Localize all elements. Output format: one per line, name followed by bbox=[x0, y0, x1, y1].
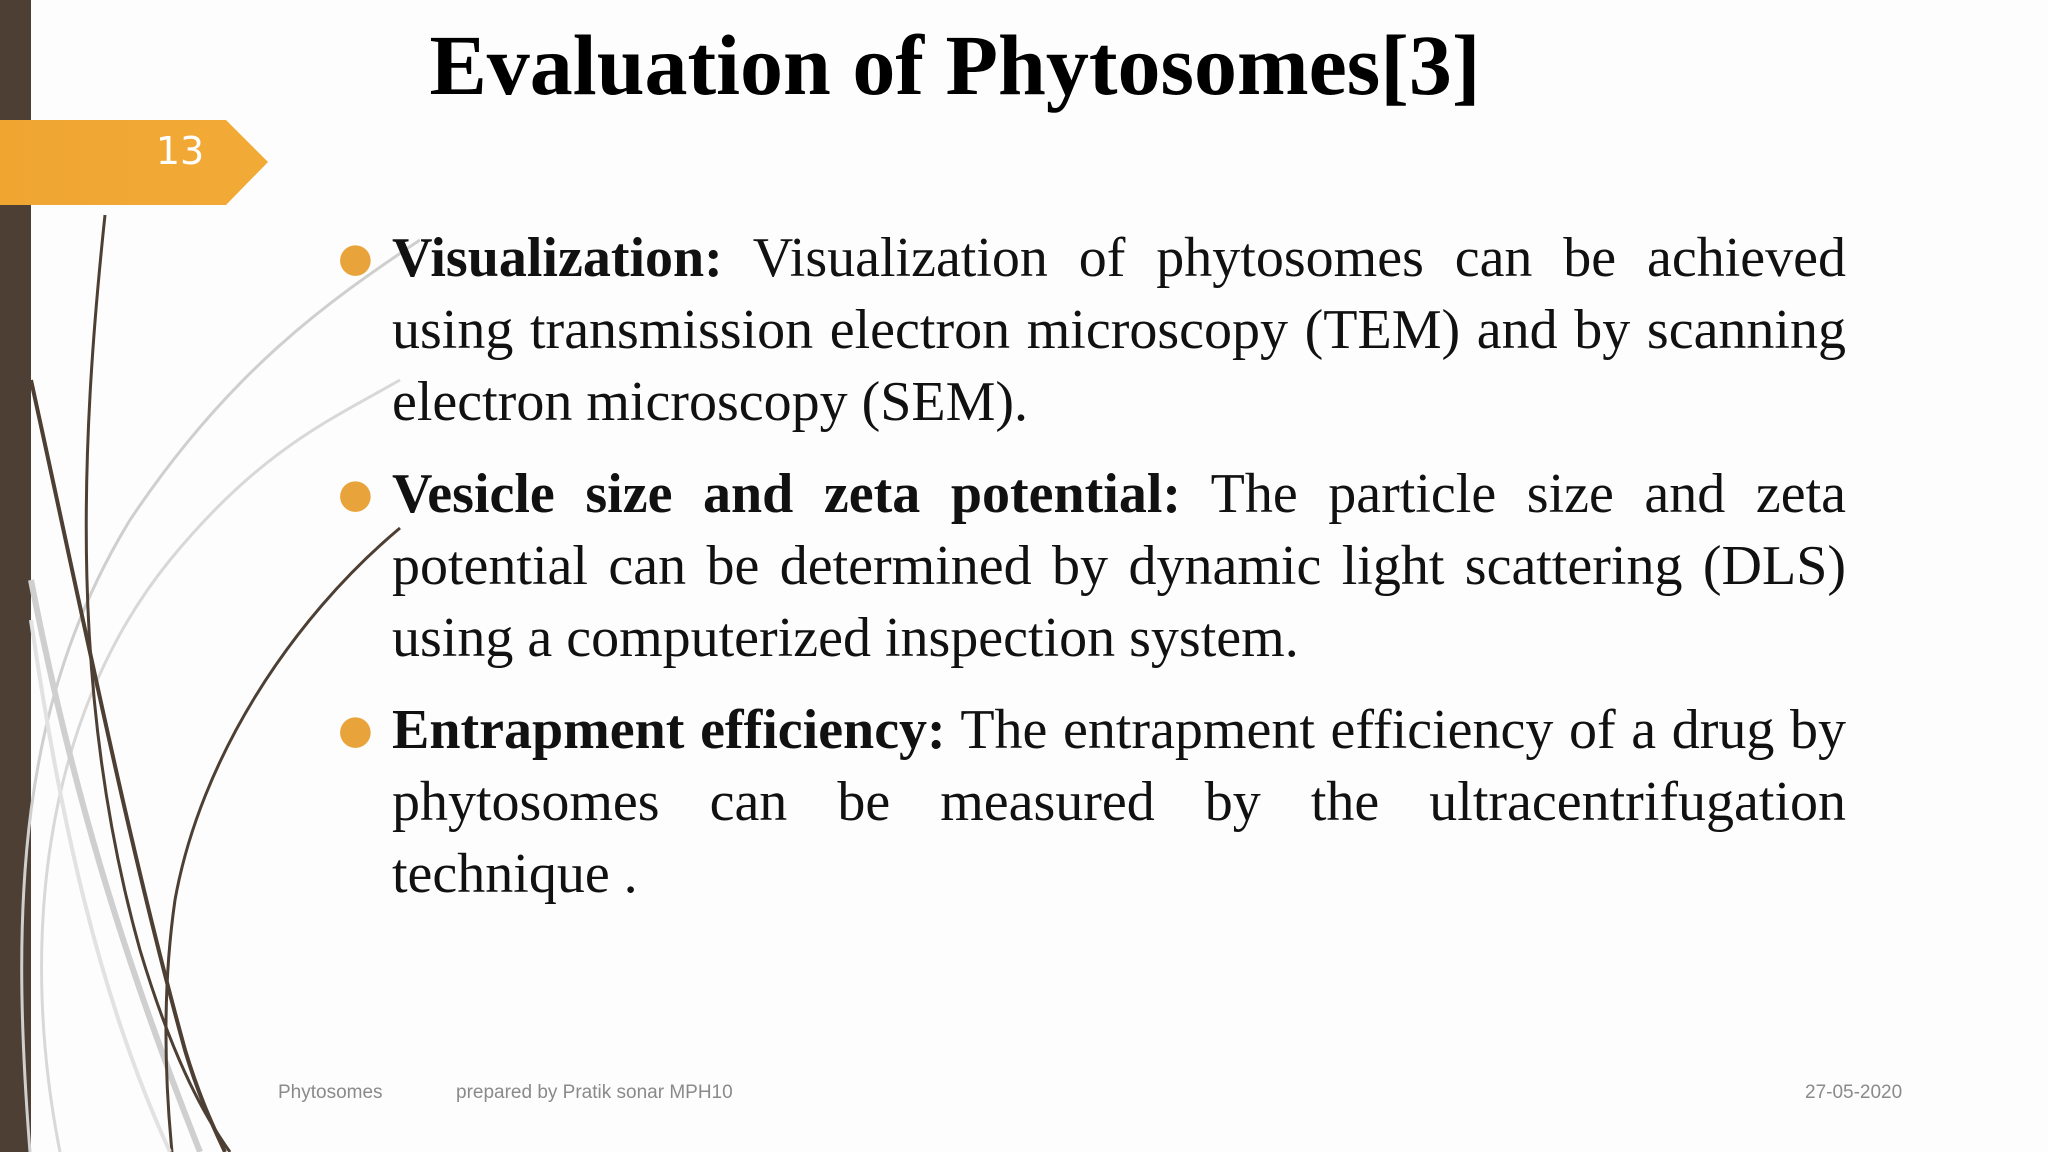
bullet-dot-icon: ● bbox=[338, 707, 373, 753]
bullet-text: Visualization of phytosomes can be achieved using transmission electron microscopy (TEM) and by scanning electron microscopy (SEM). bbox=[392, 227, 1846, 433]
bullet-dot-icon: ● bbox=[338, 235, 373, 281]
bullet-item bbox=[330, 458, 1846, 674]
bullet-text: The entrapment efficiency of a drug by phytosomes can be measured by the ultracentrifugation technique . bbox=[392, 699, 1846, 905]
bullet-list bbox=[330, 222, 1846, 930]
bullet-text: The particle size and zeta potential can be determined by dynamic light scattering (DLS) using a computerized inspection system. bbox=[392, 463, 1846, 669]
footer-date: 27-05-2020 bbox=[1805, 1082, 1903, 1103]
bullet-item bbox=[330, 694, 1846, 910]
footer-author: prepared by Pratik sonar MPH10 bbox=[456, 1082, 733, 1103]
slide-number-tab bbox=[0, 120, 268, 205]
bullet-term: Visualization: bbox=[392, 227, 723, 289]
slide-number: 13 bbox=[155, 129, 205, 173]
bullet-term: Vesicle size and zeta potential: bbox=[392, 463, 1182, 525]
bullet-dot-icon: ● bbox=[338, 471, 373, 517]
bullet-term: Entrapment efficiency: bbox=[392, 699, 946, 761]
slide-title: Evaluation of Phytosomes[3] bbox=[429, 17, 1481, 113]
footer-topic: Phytosomes bbox=[278, 1082, 383, 1103]
bullet-item bbox=[330, 222, 1846, 438]
